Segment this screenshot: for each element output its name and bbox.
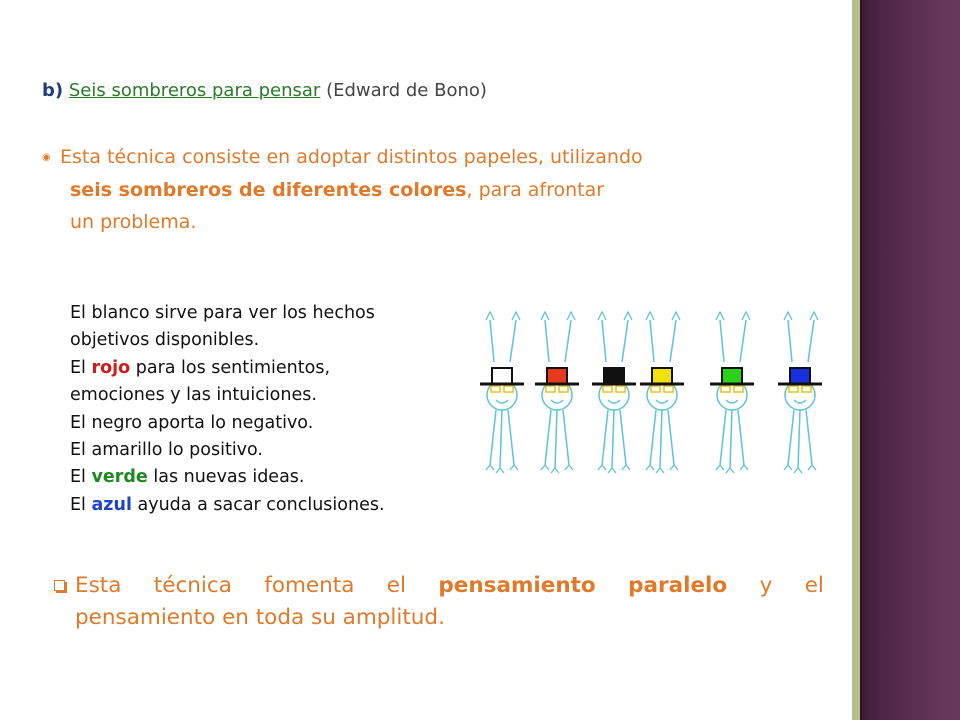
- foot: [608, 468, 616, 473]
- hat-crown: [492, 368, 512, 384]
- leg: [490, 410, 496, 465]
- hat-figure: [535, 312, 579, 473]
- hand: [672, 312, 680, 320]
- hat-figure: [640, 312, 684, 473]
- radio-bullet-icon: ◉: [42, 152, 51, 163]
- foot: [565, 465, 573, 470]
- foot: [784, 465, 792, 470]
- leg: [650, 410, 656, 465]
- leg: [660, 410, 662, 468]
- hand: [598, 312, 606, 320]
- foot: [541, 465, 549, 470]
- arm: [602, 320, 606, 362]
- hat-crown: [722, 368, 742, 384]
- decorative-side-band: [852, 0, 960, 720]
- hat-crown: [652, 368, 672, 384]
- leg: [788, 410, 794, 465]
- hat-figure: [592, 312, 636, 473]
- foot: [716, 465, 724, 470]
- leg: [806, 410, 812, 465]
- leg: [730, 410, 732, 468]
- section-title: [42, 80, 487, 101]
- arm: [720, 320, 724, 362]
- foot: [598, 465, 606, 470]
- leg: [555, 410, 557, 468]
- hats-description: [70, 300, 385, 519]
- foot: [551, 468, 559, 473]
- hat-line: El negro aporta lo negativo.: [70, 412, 314, 433]
- foot: [486, 465, 494, 470]
- six-hats-illustration: [470, 300, 830, 490]
- intro-text-3: un problema.: [70, 211, 197, 233]
- arm: [808, 320, 814, 362]
- conclusion-bold-1: pensamiento: [438, 573, 596, 598]
- hand: [716, 312, 724, 320]
- conclusion-bold-2: paralelo: [628, 573, 728, 598]
- hat-figure: [480, 312, 524, 473]
- foot: [646, 465, 654, 470]
- hand: [646, 312, 654, 320]
- hat-line: emociones y las intuiciones.: [70, 385, 317, 406]
- hat-line: El amarillo lo positivo.: [70, 440, 263, 461]
- foot: [808, 465, 816, 470]
- conclusion-line-2: pensamiento en toda su amplitud.: [75, 605, 445, 630]
- title-main: Seis sombreros para pensar: [68, 80, 321, 101]
- arm: [740, 320, 746, 362]
- foot: [740, 465, 748, 470]
- color-word-red: rojo: [91, 357, 131, 378]
- hand: [512, 312, 520, 320]
- leg: [500, 410, 502, 468]
- hat-crown: [604, 368, 624, 384]
- foot: [622, 465, 630, 470]
- foot: [496, 468, 504, 473]
- arm: [545, 320, 549, 362]
- leg: [563, 410, 569, 465]
- leg: [798, 410, 800, 468]
- leg: [545, 410, 551, 465]
- checkbox-bullet-icon: [54, 580, 65, 591]
- foot: [510, 465, 518, 470]
- leg: [620, 410, 626, 465]
- intro-text-1: Esta técnica consiste en adoptar distintos papeles, utilizando: [60, 146, 643, 168]
- hat-line: El rojo para los sentimientos,: [70, 357, 331, 378]
- hand: [486, 312, 494, 320]
- leg: [612, 410, 614, 468]
- arm: [510, 320, 516, 362]
- foot: [794, 468, 802, 473]
- hat-crown: [790, 368, 810, 384]
- hat-crown: [547, 368, 567, 384]
- leg: [720, 410, 726, 465]
- intro-paragraph: [42, 141, 802, 238]
- hand: [624, 312, 632, 320]
- hand: [784, 312, 792, 320]
- arm: [490, 320, 494, 362]
- side-band-edge: [860, 0, 862, 720]
- hat-figure: [710, 312, 754, 473]
- color-word-green: verde: [91, 467, 148, 488]
- hat-figure: [778, 312, 822, 473]
- foot: [656, 468, 664, 473]
- arm: [565, 320, 571, 362]
- intro-text-2: , para afrontar: [466, 179, 605, 201]
- leg: [602, 410, 608, 465]
- title-author: (Edward de Bono): [326, 80, 487, 101]
- arm: [670, 320, 676, 362]
- intro-bold: seis sombreros de diferentes colores: [70, 179, 467, 201]
- arm: [650, 320, 654, 362]
- title-prefix: b): [42, 80, 64, 101]
- leg: [738, 410, 744, 465]
- hat-line: El blanco sirve para ver los hechos: [70, 303, 375, 323]
- hat-line: El verde las nuevas ideas.: [70, 467, 305, 488]
- leg: [668, 410, 674, 465]
- hand: [567, 312, 575, 320]
- foot: [726, 468, 734, 473]
- hat-line: El azul ayuda a sacar conclusiones.: [70, 494, 385, 515]
- foot: [670, 465, 678, 470]
- color-word-blue: azul: [91, 494, 132, 515]
- hand: [810, 312, 818, 320]
- arm: [622, 320, 628, 362]
- hand: [742, 312, 750, 320]
- conclusion-paragraph: Esta técnica fomenta el pensamiento paralelo y el pensamiento en toda su amplitud.: [54, 570, 824, 634]
- arm: [788, 320, 792, 362]
- hat-line: objetivos disponibles.: [70, 330, 260, 351]
- leg: [508, 410, 514, 465]
- hand: [541, 312, 549, 320]
